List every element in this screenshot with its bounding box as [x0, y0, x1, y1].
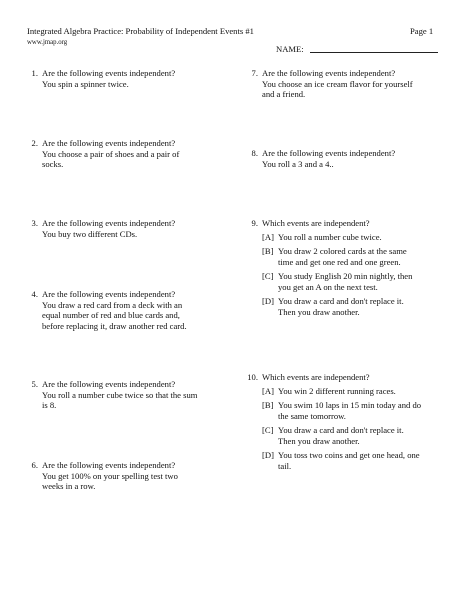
answer-option-a[interactable] — [262, 386, 421, 397]
option-label: [A] — [262, 386, 274, 397]
question-stem: Are the following events independent? — [42, 289, 176, 299]
answer-option-d[interactable] — [262, 450, 421, 471]
site-url: www.jmap.org — [27, 39, 68, 46]
answer-option-b[interactable] — [262, 246, 412, 267]
option-text: You swim 10 laps in 15 min today and do — [278, 400, 422, 411]
question-text: You choose a pair of shoes and a pair of — [42, 148, 180, 159]
question-text: You roll a 3 and a 4.. — [262, 158, 334, 169]
question-number: 7. — [251, 68, 258, 78]
question-number: 10. — [247, 372, 258, 382]
question-text: is 8. — [42, 400, 57, 411]
question-number: 5. — [31, 379, 38, 389]
name-blank-line[interactable] — [310, 52, 438, 53]
question-stem: Are the following events independent? — [262, 148, 396, 158]
question-stem: Are the following events independent? — [42, 68, 176, 78]
question-number: 1. — [31, 68, 38, 78]
question-stem: Are the following events independent? — [42, 460, 176, 470]
answer-option-b[interactable] — [262, 400, 421, 421]
question-stem: Which events are independent? — [262, 372, 370, 382]
question-text: before replacing it, draw another red card. — [42, 320, 187, 331]
option-text: You win 2 different running races. — [278, 386, 396, 397]
option-text: Then you draw another. — [278, 306, 360, 317]
option-label: [B] — [262, 400, 274, 411]
question-text: You spin a spinner twice. — [42, 78, 129, 89]
question-text: You roll a number cube twice so that the sum — [42, 389, 198, 400]
option-text: You toss two coins and get one head, one — [278, 449, 420, 460]
question-stem: Which events are independent? — [262, 218, 370, 228]
option-text: You draw a card and don't replace it. — [278, 295, 404, 306]
question-text: weeks in a row. — [42, 481, 96, 492]
question-text: socks. — [42, 159, 64, 170]
answer-option-a[interactable] — [262, 232, 412, 243]
option-label: [C] — [262, 425, 274, 436]
question-stem: Are the following events independent? — [262, 68, 396, 78]
option-label: [D] — [262, 295, 274, 306]
option-text: You draw a card and don't replace it. — [278, 425, 404, 436]
option-text: tail. — [278, 460, 292, 471]
question-stem: Are the following events independent? — [42, 218, 176, 228]
option-text: the same tomorrow. — [278, 410, 346, 421]
question-text: You buy two different CDs. — [42, 228, 138, 239]
option-label: [B] — [262, 246, 274, 257]
option-text: you get an A on the next test. — [278, 281, 378, 292]
question-number: 4. — [31, 289, 38, 299]
option-label: [A] — [262, 232, 274, 243]
question-number: 6. — [31, 460, 38, 470]
option-text: You draw 2 colored cards at the same — [278, 246, 407, 257]
option-text: You roll a number cube twice. — [278, 232, 382, 243]
worksheet-title: Integrated Algebra Practice: Probability of Independent Events #1 — [27, 26, 254, 36]
question-text: equal number of red and blue cards and, — [42, 310, 180, 321]
question-text: You draw a red card from a deck with an — [42, 299, 183, 310]
name-label: NAME: — [276, 44, 304, 54]
question-text: You choose an ice cream flavor for yourself — [262, 78, 413, 89]
answer-option-c[interactable] — [262, 271, 412, 292]
question-text: You get 100% on your spelling test two — [42, 470, 178, 481]
question-number: 3. — [31, 218, 38, 228]
page-number: Page 1 — [410, 26, 434, 36]
question-stem: Are the following events independent? — [42, 138, 176, 148]
option-text: Then you draw another. — [278, 435, 360, 446]
answer-option-c[interactable] — [262, 425, 421, 446]
question-number: 8. — [251, 148, 258, 158]
question-number: 2. — [31, 138, 38, 148]
option-text: time and get one red and one green. — [278, 256, 401, 267]
question-text: and a friend. — [262, 89, 306, 100]
question-number: 9. — [251, 218, 258, 228]
option-label: [C] — [262, 271, 274, 282]
question-stem: Are the following events independent? — [42, 379, 176, 389]
answer-option-d[interactable] — [262, 296, 412, 317]
option-text: You study English 20 min nightly, then — [278, 271, 413, 282]
option-label: [D] — [262, 449, 274, 460]
